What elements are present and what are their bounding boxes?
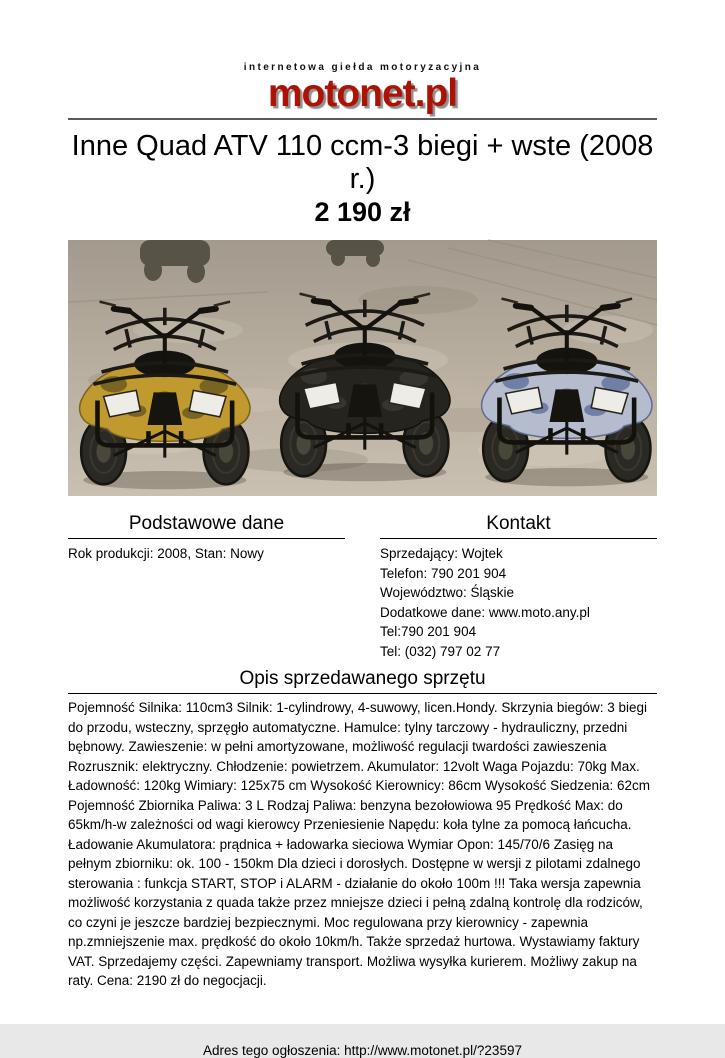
basic-data-divider [68,538,345,539]
contact-row-region: Województwo: Śląskie [380,585,515,600]
contact-row-seller: Sprzedający: Wojtek [380,546,503,561]
info-columns [68,513,657,661]
description-text: Pojemność Silnika: 110cm3 Silnik: 1-cylindrowy, 4-suwowy, licen.Hondy. Skrzynia biegów: 3 biegi do przodu, wsteczny, sprzęgło automatyczne. Hamulce: tylny tarczowy - hydrauliczny, przedni bębnowy. Zawieszenie: w pełni amortyzowane, możliwość regulacji twardości zawieszenia Rozrusznik: elektryczny. Chłodzenie: powietrzem. Akumulator: 12volt Waga Pojazdu: 70kg Max. Ładowność: 120kg Wimiary: 125x75 cm Wysokość Kierownicy: 86cm Wysokość Siedzenia: 62cm Pojemność Zbiornika Paliwa: 3 L Rodzaj Paliwa: benzyna bezołowiowa 95 Prędkość Max: do 65km/h-w zależności od wagi kierowcy Przeniesienie Napędu: koła tylne za pomocą łańcucha. Ładowanie Akumulatora: prądnica + ładowarka sieciowa Wymiar Opon: 145/70/6 Zasięg na pełnym zbiorniku: ok. 100 - 150km Dla dzieci i dorosłych. Dostępne w wersji z pilotami zdalnego sterowania : funkcja START, STOP i ALARM - działanie do około 100m !!! Taka wersja zapewnia możliwość korzystania z quada także przez mniejsze dzieci i pełną zdalną kontrolę dla rodziców, co czyni je jeszcze bardziej bezpiecznymi. Moc regulowana przy kierownicy - zapewnia np.zmniejszenie max. prędkość do około 10km/h. Także sprzedaż hurtowa. Wystawiamy faktury VAT. Sprzedajemy części. Zapewniamy transport. Możliwa wysyłka kurierem. Możliwy zakup na raty. Cena: 2190 zł do negocjacji. [68,700,650,988]
listing-title: Inne Quad ATV 110 ccm-3 biegi + wste (2008 r.) [71,130,654,195]
basic-data-heading: Podstawowe dane [128,513,285,534]
quads-photo [68,240,657,496]
listing-photo [68,240,657,496]
site-tagline: internetowa giełda motoryzacyjna [243,62,482,73]
contact-section [380,513,657,661]
contact-row-tel3: Tel: (032) 797 02 77 [380,643,501,659]
header-divider [68,118,657,120]
contact-row-extra: Dodatkowe dane: www.moto.any.pl [380,604,590,620]
basic-data-section [68,513,345,661]
footer-address: Adres tego ogłoszenia: http://www.motonet.pl/?23597 [203,1042,522,1058]
basic-data-row: Rok produkcji: 2008, Stan: Nowy [68,546,264,561]
contact-heading: Kontakt [486,513,551,534]
description-section [68,668,657,991]
site-logo: motonet.pl [267,72,458,115]
contact-divider [380,538,657,539]
description-divider [68,693,657,694]
site-header [68,0,657,120]
listing-price: 2 190 zł [314,197,411,227]
contact-row-phone: Telefon: 790 201 904 [380,565,507,581]
contact-row-tel2: Tel:790 201 904 [380,624,477,639]
description-heading: Opis sprzedawanego sprzętu [239,668,486,689]
